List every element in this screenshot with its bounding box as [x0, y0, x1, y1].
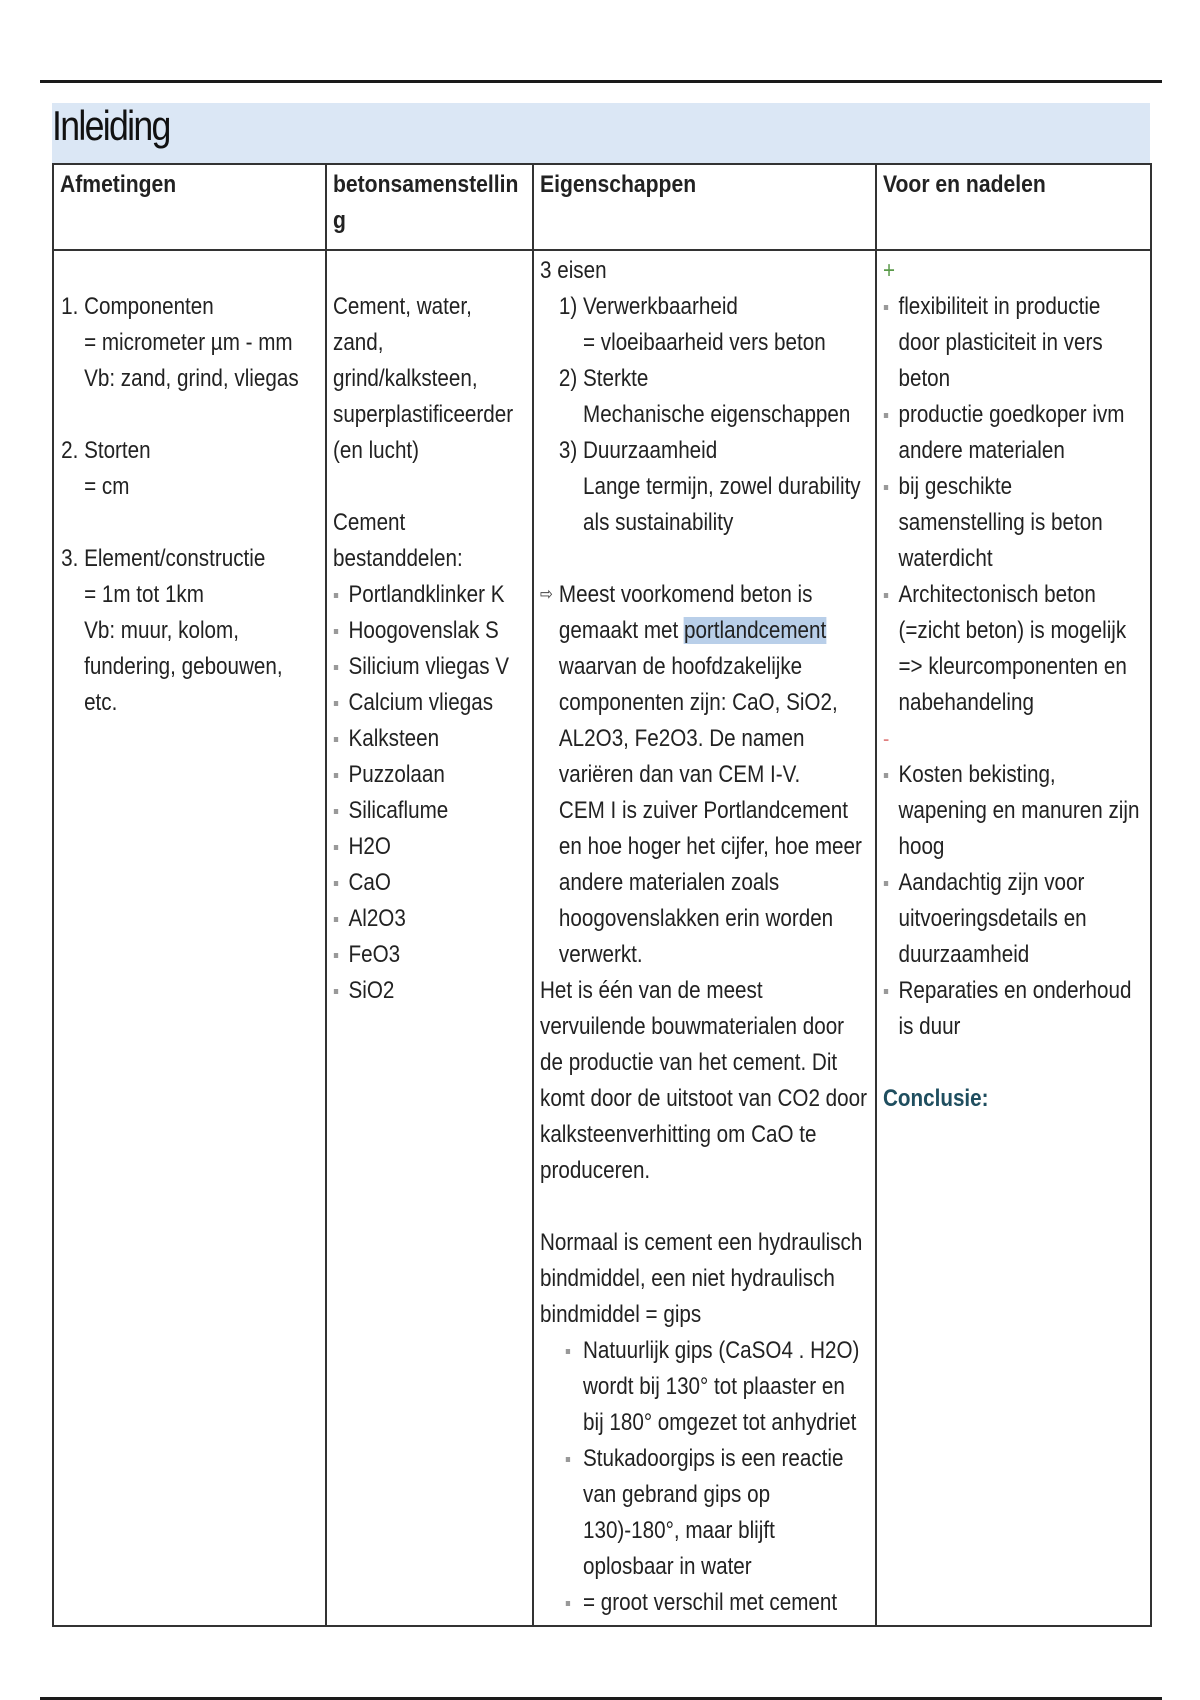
list-item: 2) Sterkte Mechanische eigenschappen — [558, 365, 851, 428]
list-item: 2. Storten = cm — [84, 433, 318, 505]
summary-table — [52, 163, 1152, 1627]
list-item: Kosten bekisting, wapening en manuren zijn hoog — [883, 757, 1143, 865]
list-item: Architectonisch beton (=zicht beton) is mogelijk => kleurcomponenten en nabehandeling — [883, 577, 1143, 721]
list-item: H2O — [333, 829, 526, 865]
afmetingen-list — [60, 289, 318, 721]
cell-betonsamenstelling — [326, 250, 533, 1626]
cell-voor-en-nadelen — [876, 250, 1151, 1626]
samenstelling-intro: Cement, water, zand, grind/kalksteen, superplastificeerder (en lucht) — [333, 293, 514, 464]
list-item: productie goedkoper ivm andere materialen — [883, 397, 1143, 469]
portlandcement-note: ⇨ Meest voorkomend beton is gemaakt met portlandcement waarvan de hoofdzakelijke componenten zijn: CaO, SiO2, AL2O3, Fe2O3. De namen variëren dan van CEM I-V. CEM I is zuiver Portlandcement en hoe hoger het cijfer, hoe meer andere materialen zoals hoogovenslakken erin worden verwerkt. — [540, 577, 868, 973]
list-item: Silicium vliegas V — [333, 649, 526, 685]
list-item: Hoogovenslak S — [333, 613, 526, 649]
list-item: SiO2 — [333, 973, 526, 1009]
list-item: FeO3 — [333, 937, 526, 973]
minus-marker: - — [883, 726, 890, 751]
eisen-title: 3 eisen — [540, 257, 607, 284]
col-header-afmetingen: Afmetingen — [53, 164, 326, 250]
voordelen-list — [883, 289, 1143, 721]
list-item: Stukadoorgips is een reactie van gebrand gips op 130)-180°, maar blijft oplosbaar in water — [559, 1441, 868, 1585]
list-item: Silicaflume — [333, 793, 526, 829]
list-item: Reparaties en onderhoud is duur — [883, 973, 1143, 1045]
gips-list — [540, 1333, 868, 1621]
list-item: 3) Duurzaamheid Lange termijn, zowel durability als sustainability — [558, 437, 861, 536]
normaal-text: Normaal is cement een hydraulisch bindmiddel, een niet hydraulisch bindmiddel = gips — [540, 1229, 863, 1328]
list-item: CaO — [333, 865, 526, 901]
header-row — [53, 164, 1151, 250]
list-item: Natuurlijk gips (CaSO4 . H2O) wordt bij 130° tot plaaster en bij 180° omgezet tot anhydriet — [559, 1333, 868, 1441]
col-header-betonsamenstelling: betonsamenstelling — [326, 164, 533, 250]
list-item: Calcium vliegas — [333, 685, 526, 721]
list-item: Al2O3 — [333, 901, 526, 937]
heading-band — [52, 103, 1150, 163]
eisen-list — [540, 289, 868, 541]
list-item: bij geschikte samenstelling is beton waterdicht — [883, 469, 1143, 577]
list-item: Aandachtig zijn voor uitvoeringsdetails en duurzaamheid — [883, 865, 1143, 973]
col-header-eigenschappen: Eigenschappen — [533, 164, 876, 250]
conclusie-label: Conclusie: — [883, 1085, 989, 1112]
plus-marker: + — [883, 257, 896, 284]
bestanddelen-title: Cement bestanddelen: — [333, 509, 463, 572]
list-item: 3. Element/constructie = 1m tot 1km Vb: muur, kolom, fundering, gebouwen, etc. — [84, 541, 318, 721]
bestanddelen-list — [333, 577, 526, 1009]
vervuilend-text: Het is één van de meest vervuilende bouwmaterialen door de productie van het cement. Dit komt door de uitstoot van CO2 door kalksteenverhitting om CaO te produceren. — [540, 977, 867, 1184]
list-item: Portlandklinker K — [333, 577, 526, 613]
content-row — [53, 250, 1151, 1626]
list-item: flexibiliteit in productie door plasticiteit in vers beton — [883, 289, 1143, 397]
cell-afmetingen — [53, 250, 326, 1626]
page-title: Inleiding — [52, 102, 170, 149]
top-rule — [40, 80, 1162, 83]
arrow-right-icon: ⇨ — [540, 584, 553, 605]
list-item: 1. Componenten = micrometer µm - mm Vb: zand, grind, vliegas — [84, 289, 318, 397]
list-item: Kalksteen — [333, 721, 526, 757]
list-item: Puzzolaan — [333, 757, 526, 793]
list-item: 1) Verwerkbaarheid = vloeibaarheid vers beton — [558, 293, 826, 356]
highlighted-term: portlandcement — [683, 617, 827, 644]
col-header-voor-en-nadelen: Voor en nadelen — [876, 164, 1151, 250]
cell-eigenschappen — [533, 250, 876, 1626]
list-item: = groot verschil met cement — [559, 1585, 868, 1621]
nadelen-list — [883, 757, 1143, 1045]
